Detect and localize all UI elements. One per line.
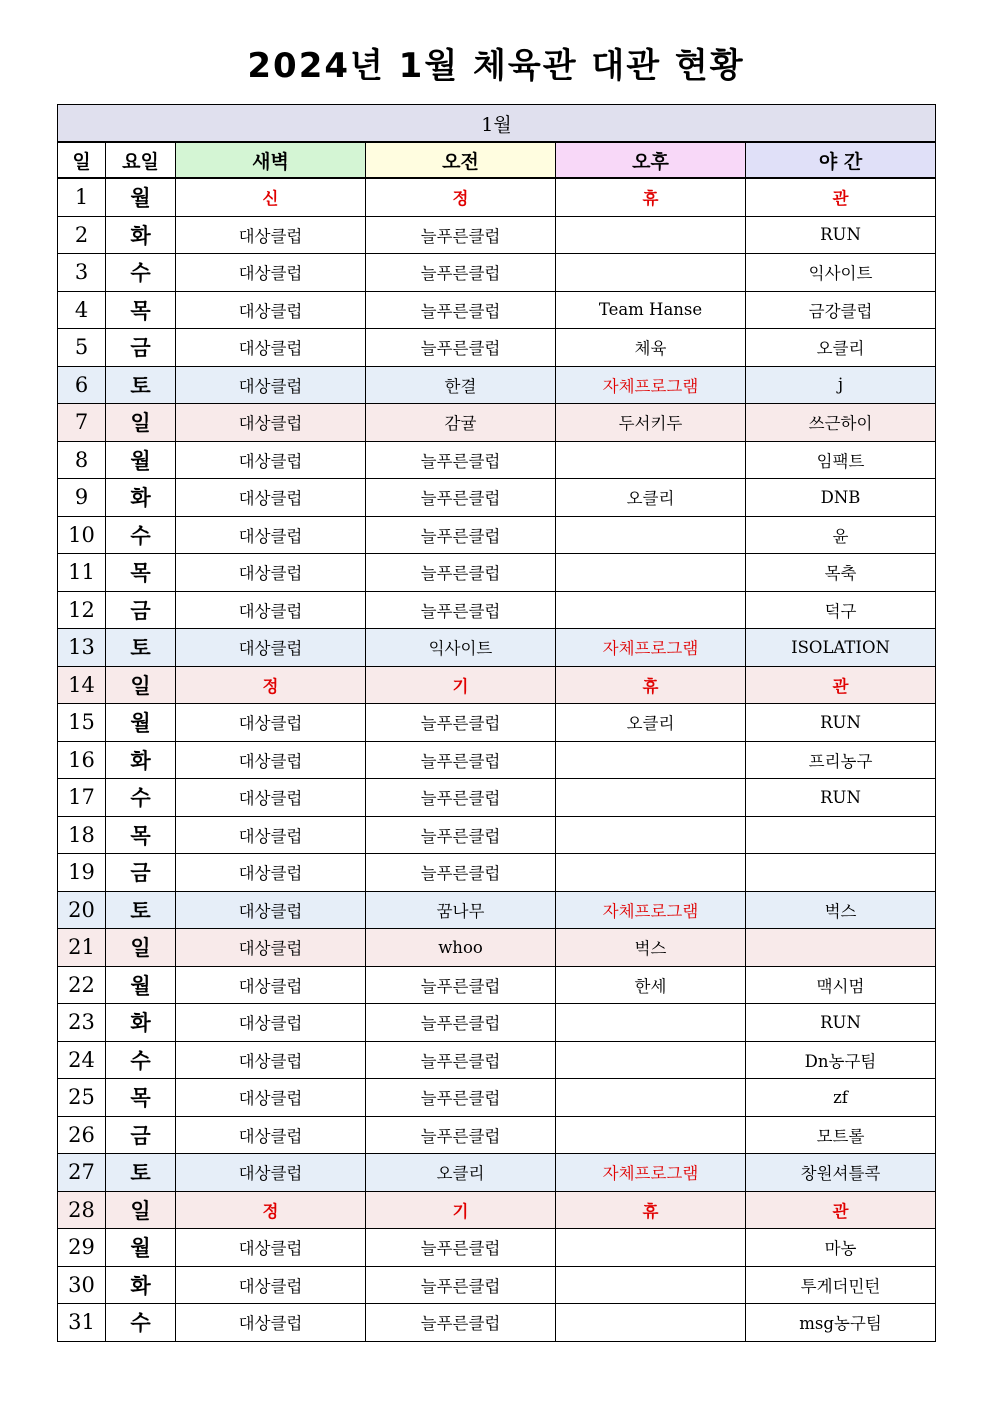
table-row: [58, 1079, 936, 1117]
table-row: [58, 1116, 936, 1154]
table-row: [58, 291, 936, 329]
dawn-cell: 대상클럽: [176, 929, 366, 967]
afternoon-cell: 자체프로그램: [556, 1154, 746, 1192]
table-row: [58, 329, 936, 367]
morning-cell: 늘푸른클럽: [366, 479, 556, 517]
day-cell: 25: [58, 1079, 106, 1117]
header-night: 야 간: [746, 142, 936, 178]
afternoon-cell: [556, 254, 746, 292]
night-cell: 투게더민턴: [746, 1266, 936, 1304]
day-of-week-cell: 금: [106, 854, 176, 892]
dawn-cell: 대상클럽: [176, 1266, 366, 1304]
afternoon-cell: 자체프로그램: [556, 629, 746, 667]
morning-cell: 늘푸른클럽: [366, 516, 556, 554]
day-cell: 31: [58, 1304, 106, 1342]
day-cell: 2: [58, 216, 106, 254]
dawn-cell: 대상클럽: [176, 1004, 366, 1042]
morning-cell: 늘푸른클럽: [366, 1041, 556, 1079]
day-cell: 1: [58, 178, 106, 216]
dawn-cell: 대상클럽: [176, 966, 366, 1004]
day-of-week-cell: 월: [106, 441, 176, 479]
day-cell: 10: [58, 516, 106, 554]
morning-cell: 늘푸른클럽: [366, 591, 556, 629]
day-cell: 7: [58, 404, 106, 442]
morning-cell: 늘푸른클럽: [366, 741, 556, 779]
dawn-cell: 대상클럽: [176, 216, 366, 254]
night-cell: 프리농구: [746, 741, 936, 779]
afternoon-cell: 오클리: [556, 704, 746, 742]
afternoon-cell: [556, 1266, 746, 1304]
table-row: [58, 1304, 936, 1342]
night-cell: zf: [746, 1079, 936, 1117]
day-of-week-cell: 월: [106, 966, 176, 1004]
day-cell: 24: [58, 1041, 106, 1079]
day-of-week-cell: 목: [106, 291, 176, 329]
morning-cell: 꿈나무: [366, 891, 556, 929]
morning-cell: 늘푸른클럽: [366, 254, 556, 292]
dawn-cell: 대상클럽: [176, 1304, 366, 1342]
day-cell: 28: [58, 1191, 106, 1229]
morning-cell: 늘푸른클럽: [366, 1004, 556, 1042]
morning-cell: 늘푸른클럽: [366, 704, 556, 742]
night-cell: RUN: [746, 704, 936, 742]
day-of-week-cell: 토: [106, 366, 176, 404]
night-cell: 윤: [746, 516, 936, 554]
afternoon-cell: [556, 554, 746, 592]
month-label: 1월: [58, 105, 936, 143]
day-of-week-cell: 수: [106, 1304, 176, 1342]
day-cell: 26: [58, 1116, 106, 1154]
afternoon-cell: [556, 1079, 746, 1117]
afternoon-cell: 휴: [556, 666, 746, 704]
day-cell: 5: [58, 329, 106, 367]
day-cell: 17: [58, 779, 106, 817]
header-day-of-week: 요일: [106, 142, 176, 178]
night-cell: 관: [746, 666, 936, 704]
afternoon-cell: [556, 1116, 746, 1154]
afternoon-cell: [556, 591, 746, 629]
dawn-cell: 신: [176, 178, 366, 216]
day-cell: 21: [58, 929, 106, 967]
afternoon-cell: [556, 1041, 746, 1079]
table-row: [58, 1191, 936, 1229]
day-cell: 30: [58, 1266, 106, 1304]
dawn-cell: 대상클럽: [176, 554, 366, 592]
day-cell: 23: [58, 1004, 106, 1042]
morning-cell: 늘푸른클럽: [366, 554, 556, 592]
afternoon-cell: 벅스: [556, 929, 746, 967]
dawn-cell: 대상클럽: [176, 441, 366, 479]
night-cell: Dn농구팀: [746, 1041, 936, 1079]
night-cell: RUN: [746, 1004, 936, 1042]
morning-cell: 늘푸른클럽: [366, 291, 556, 329]
dawn-cell: 대상클럽: [176, 591, 366, 629]
day-cell: 15: [58, 704, 106, 742]
day-of-week-cell: 일: [106, 929, 176, 967]
table-row: [58, 479, 936, 517]
night-cell: RUN: [746, 216, 936, 254]
dawn-cell: 대상클럽: [176, 854, 366, 892]
day-of-week-cell: 화: [106, 1004, 176, 1042]
table-row: [58, 1229, 936, 1267]
day-cell: 11: [58, 554, 106, 592]
afternoon-cell: [556, 816, 746, 854]
day-cell: 16: [58, 741, 106, 779]
day-of-week-cell: 월: [106, 178, 176, 216]
table-row: [58, 666, 936, 704]
morning-cell: 늘푸른클럽: [366, 1116, 556, 1154]
night-cell: 덕구: [746, 591, 936, 629]
day-of-week-cell: 수: [106, 516, 176, 554]
morning-cell: 한결: [366, 366, 556, 404]
day-of-week-cell: 수: [106, 1041, 176, 1079]
rental-schedule-table: [57, 104, 936, 1342]
morning-cell: 늘푸른클럽: [366, 1229, 556, 1267]
table-row: [58, 1266, 936, 1304]
night-cell: 관: [746, 178, 936, 216]
table-row: [58, 1004, 936, 1042]
night-cell: [746, 929, 936, 967]
header-day: 일: [58, 142, 106, 178]
morning-cell: 늘푸른클럽: [366, 329, 556, 367]
night-cell: 창원셔틀콕: [746, 1154, 936, 1192]
afternoon-cell: Team Hanse: [556, 291, 746, 329]
night-cell: 목축: [746, 554, 936, 592]
day-cell: 9: [58, 479, 106, 517]
morning-cell: 늘푸른클럽: [366, 966, 556, 1004]
day-of-week-cell: 토: [106, 629, 176, 667]
day-of-week-cell: 일: [106, 1191, 176, 1229]
table-row: [58, 816, 936, 854]
morning-cell: 감귤: [366, 404, 556, 442]
night-cell: ISOLATION: [746, 629, 936, 667]
table-row: [58, 966, 936, 1004]
day-of-week-cell: 월: [106, 704, 176, 742]
month-header-row: [58, 105, 936, 143]
header-afternoon: 오후: [556, 142, 746, 178]
day-of-week-cell: 일: [106, 404, 176, 442]
day-of-week-cell: 금: [106, 329, 176, 367]
page-title: 2024년 1월 체육관 대관 현황: [247, 46, 745, 86]
afternoon-cell: [556, 516, 746, 554]
dawn-cell: 정: [176, 1191, 366, 1229]
night-cell: 쓰근하이: [746, 404, 936, 442]
morning-cell: whoo: [366, 929, 556, 967]
afternoon-cell: [556, 441, 746, 479]
morning-cell: 늘푸른클럽: [366, 816, 556, 854]
day-cell: 3: [58, 254, 106, 292]
morning-cell: 정: [366, 178, 556, 216]
afternoon-cell: 두서키두: [556, 404, 746, 442]
day-of-week-cell: 화: [106, 741, 176, 779]
table-row: [58, 929, 936, 967]
day-of-week-cell: 목: [106, 1079, 176, 1117]
table-row: [58, 629, 936, 667]
table-row: [58, 441, 936, 479]
table-row: [58, 516, 936, 554]
day-of-week-cell: 토: [106, 891, 176, 929]
morning-cell: 늘푸른클럽: [366, 854, 556, 892]
afternoon-cell: [556, 1004, 746, 1042]
night-cell: 오클리: [746, 329, 936, 367]
table-row: [58, 591, 936, 629]
dawn-cell: 대상클럽: [176, 366, 366, 404]
afternoon-cell: 휴: [556, 178, 746, 216]
afternoon-cell: 한세: [556, 966, 746, 1004]
night-cell: 마농: [746, 1229, 936, 1267]
table-row: [58, 741, 936, 779]
morning-cell: 오클리: [366, 1154, 556, 1192]
night-cell: 모트롤: [746, 1116, 936, 1154]
night-cell: RUN: [746, 779, 936, 817]
night-cell: j: [746, 366, 936, 404]
day-cell: 19: [58, 854, 106, 892]
table-row: [58, 854, 936, 892]
header-dawn: 새벽: [176, 142, 366, 178]
table-row: [58, 704, 936, 742]
table-row: [58, 178, 936, 216]
night-cell: [746, 816, 936, 854]
afternoon-cell: 휴: [556, 1191, 746, 1229]
night-cell: DNB: [746, 479, 936, 517]
day-cell: 6: [58, 366, 106, 404]
day-cell: 29: [58, 1229, 106, 1267]
dawn-cell: 대상클럽: [176, 254, 366, 292]
dawn-cell: 대상클럽: [176, 704, 366, 742]
afternoon-cell: [556, 216, 746, 254]
dawn-cell: 대상클럽: [176, 741, 366, 779]
day-cell: 20: [58, 891, 106, 929]
afternoon-cell: [556, 854, 746, 892]
morning-cell: 익사이트: [366, 629, 556, 667]
dawn-cell: 대상클럽: [176, 329, 366, 367]
night-cell: 금강클럽: [746, 291, 936, 329]
dawn-cell: 대상클럽: [176, 629, 366, 667]
table-row: [58, 404, 936, 442]
day-cell: 27: [58, 1154, 106, 1192]
day-cell: 22: [58, 966, 106, 1004]
day-of-week-cell: 금: [106, 591, 176, 629]
table-row: [58, 779, 936, 817]
morning-cell: 늘푸른클럽: [366, 216, 556, 254]
day-of-week-cell: 수: [106, 779, 176, 817]
night-cell: 맥시멈: [746, 966, 936, 1004]
day-of-week-cell: 수: [106, 254, 176, 292]
afternoon-cell: 오클리: [556, 479, 746, 517]
dawn-cell: 대상클럽: [176, 1116, 366, 1154]
morning-cell: 기: [366, 1191, 556, 1229]
dawn-cell: 대상클럽: [176, 1229, 366, 1267]
day-of-week-cell: 화: [106, 216, 176, 254]
schedule-body: [58, 178, 936, 1341]
afternoon-cell: [556, 779, 746, 817]
afternoon-cell: [556, 1229, 746, 1267]
dawn-cell: 대상클럽: [176, 516, 366, 554]
night-cell: [746, 854, 936, 892]
day-of-week-cell: 월: [106, 1229, 176, 1267]
night-cell: 익사이트: [746, 254, 936, 292]
dawn-cell: 대상클럽: [176, 291, 366, 329]
dawn-cell: 대상클럽: [176, 891, 366, 929]
morning-cell: 늘푸른클럽: [366, 1079, 556, 1117]
day-cell: 12: [58, 591, 106, 629]
day-of-week-cell: 일: [106, 666, 176, 704]
day-cell: 14: [58, 666, 106, 704]
day-of-week-cell: 목: [106, 554, 176, 592]
morning-cell: 기: [366, 666, 556, 704]
morning-cell: 늘푸른클럽: [366, 779, 556, 817]
dawn-cell: 대상클럽: [176, 779, 366, 817]
dawn-cell: 대상클럽: [176, 404, 366, 442]
morning-cell: 늘푸른클럽: [366, 1304, 556, 1342]
dawn-cell: 대상클럽: [176, 479, 366, 517]
day-of-week-cell: 금: [106, 1116, 176, 1154]
dawn-cell: 대상클럽: [176, 816, 366, 854]
morning-cell: 늘푸른클럽: [366, 1266, 556, 1304]
table-row: [58, 216, 936, 254]
afternoon-cell: [556, 741, 746, 779]
night-cell: 임팩트: [746, 441, 936, 479]
table-row: [58, 891, 936, 929]
night-cell: msg농구팀: [746, 1304, 936, 1342]
day-of-week-cell: 화: [106, 479, 176, 517]
table-row: [58, 366, 936, 404]
column-header-row: [58, 142, 936, 178]
day-of-week-cell: 목: [106, 816, 176, 854]
header-morning: 오전: [366, 142, 556, 178]
night-cell: 관: [746, 1191, 936, 1229]
table-row: [58, 554, 936, 592]
day-cell: 4: [58, 291, 106, 329]
afternoon-cell: 자체프로그램: [556, 366, 746, 404]
dawn-cell: 대상클럽: [176, 1041, 366, 1079]
day-cell: 8: [58, 441, 106, 479]
day-cell: 13: [58, 629, 106, 667]
dawn-cell: 대상클럽: [176, 1079, 366, 1117]
night-cell: 벅스: [746, 891, 936, 929]
dawn-cell: 대상클럽: [176, 1154, 366, 1192]
morning-cell: 늘푸른클럽: [366, 441, 556, 479]
day-of-week-cell: 화: [106, 1266, 176, 1304]
day-of-week-cell: 토: [106, 1154, 176, 1192]
afternoon-cell: 자체프로그램: [556, 891, 746, 929]
day-cell: 18: [58, 816, 106, 854]
table-row: [58, 1154, 936, 1192]
dawn-cell: 정: [176, 666, 366, 704]
afternoon-cell: 체육: [556, 329, 746, 367]
afternoon-cell: [556, 1304, 746, 1342]
table-row: [58, 1041, 936, 1079]
table-row: [58, 254, 936, 292]
